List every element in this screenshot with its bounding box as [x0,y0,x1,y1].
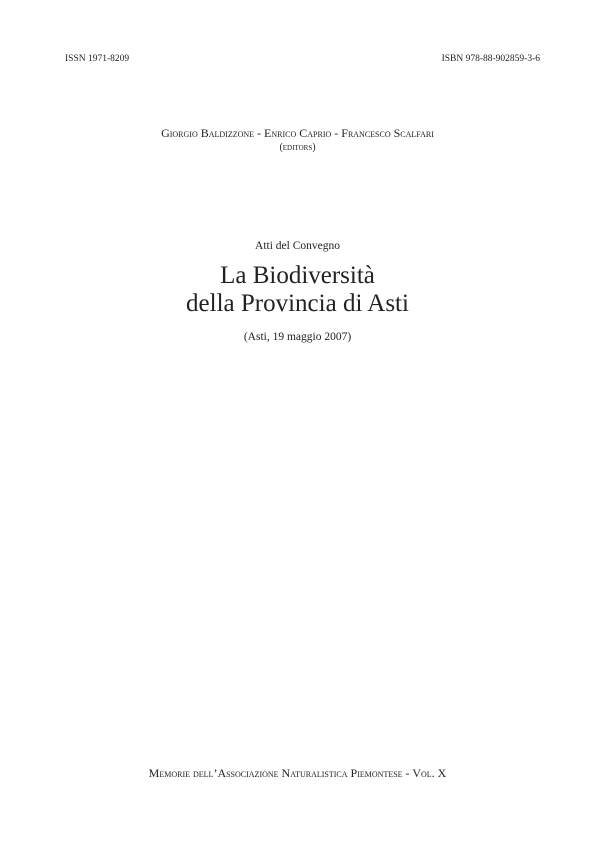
isbn-number: ISBN 978-88-902859-3-6 [441,54,540,64]
editors-names: Giorgio Baldizzone - Enrico Caprio - Francesco Scalfari [161,126,434,140]
book-title-line-2: della Provincia di Asti [186,290,409,317]
proceedings-subtitle: Atti del Convegno [255,240,340,252]
series-footer: Memorie dell’Associazione Naturalistica Piemontese - Vol. X [148,766,447,780]
editors-label: (editors) [279,142,316,153]
issn-number: ISSN 1971-8209 [65,54,130,64]
book-title-line-1: La Biodiversità [220,262,375,289]
event-place-date: (Asti, 19 maggio 2007) [243,331,352,343]
